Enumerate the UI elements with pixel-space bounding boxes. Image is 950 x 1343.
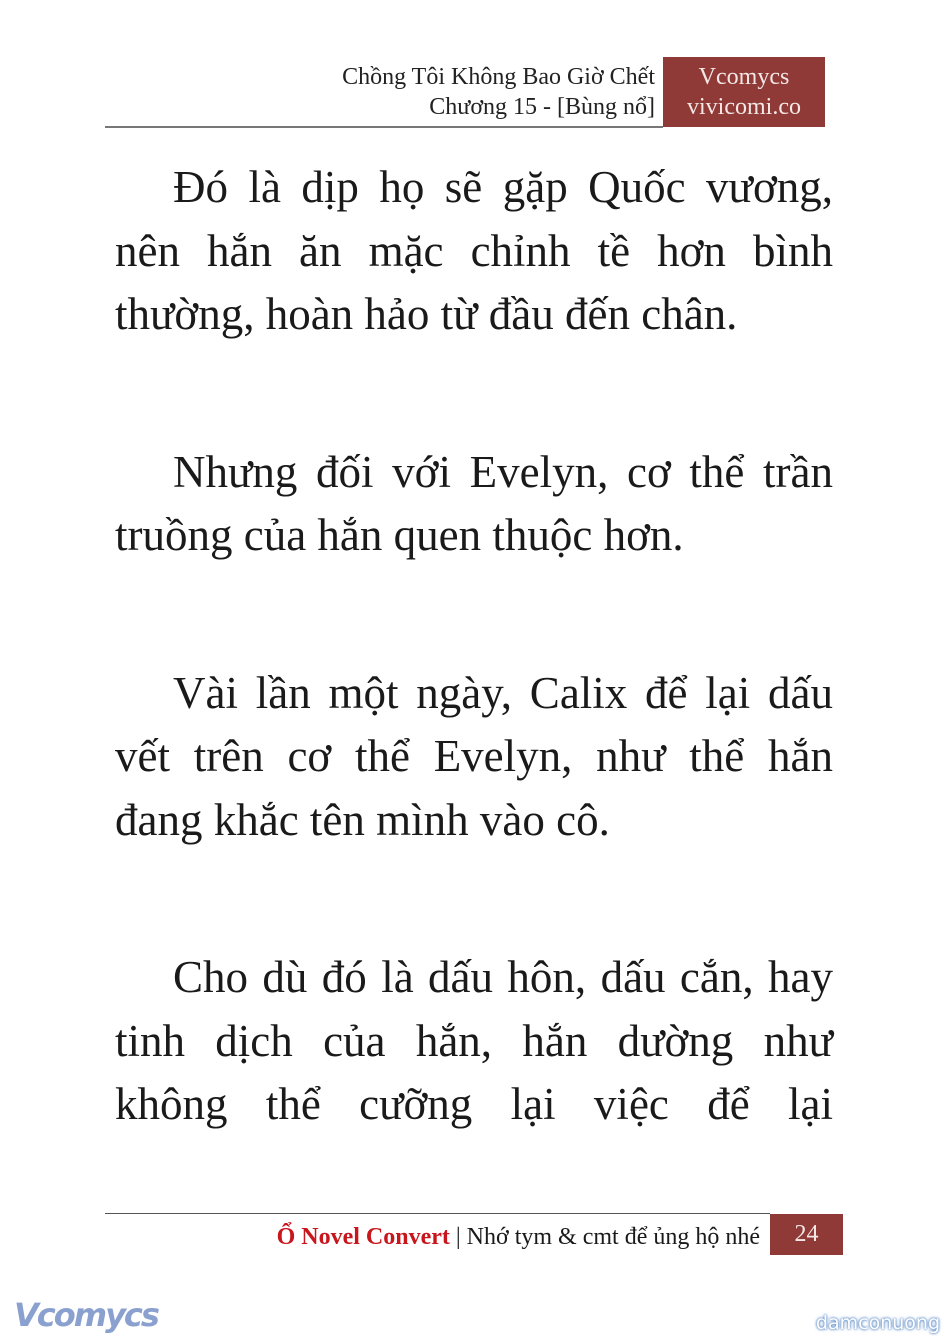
site-badge <box>663 57 825 127</box>
footer-separator: | <box>455 1224 461 1250</box>
book-title: Chồng Tôi Không Bao Giờ Chết <box>342 64 655 90</box>
footer-divider <box>105 1213 770 1214</box>
chapter-title: Chương 15 - [Bùng nổ] <box>429 94 655 120</box>
page-footer <box>277 1222 760 1252</box>
badge-site: vivicomi.co <box>687 94 801 120</box>
vcomycs-watermark-logo: Vcomycs <box>14 1296 158 1334</box>
damconuong-watermark: damconuong <box>815 1312 940 1334</box>
footer-message: Nhớ tym & cmt để ủng hộ nhé <box>466 1224 760 1250</box>
page-header <box>342 62 655 122</box>
paragraph: Cho dù đó là dấu hôn, dấu cắn, hay tinh dịch của hắn, hắn dường như không thể cưỡng lại việc để lại <box>115 952 833 1129</box>
badge-name: Vcomycs <box>698 64 790 90</box>
footer-brand: Ổ Novel Convert <box>276 1224 450 1250</box>
paragraph: Nhưng đối với Evelyn, cơ thể trần truồng của hắn quen thuộc hơn. <box>115 446 833 560</box>
paragraph: Đó là dịp họ sẽ gặp Quốc vương, nên hắn ăn mặc chỉnh tề hơn bình thường, hoàn hảo từ đầu đến chân. <box>115 162 833 339</box>
page-body <box>115 156 833 1231</box>
paragraph: Vài lần một ngày, Calix để lại dấu vết trên cơ thể Evelyn, như thể hắn đang khắc tên mình vào cô. <box>115 667 833 845</box>
page-number: 24 <box>770 1214 843 1255</box>
header-divider <box>105 126 663 128</box>
